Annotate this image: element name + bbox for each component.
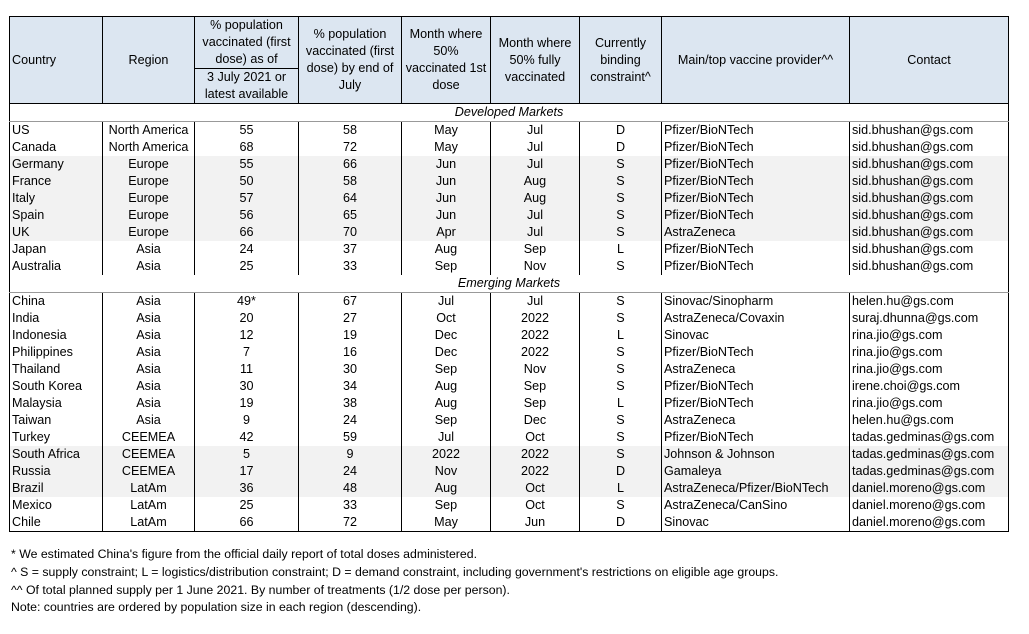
cell-pct-now: 17 <box>195 463 299 480</box>
cell-contact: rina.jio@gs.com <box>850 344 1009 361</box>
header-country: Country <box>10 17 103 104</box>
cell-provider: Pfizer/BioNTech <box>662 139 850 156</box>
cell-month-50-full: Jul <box>491 122 580 140</box>
cell-region: CEEMEA <box>103 429 195 446</box>
cell-month-50-first: 2022 <box>402 446 491 463</box>
cell-pct-now: 5 <box>195 446 299 463</box>
cell-pct-july: 59 <box>299 429 402 446</box>
cell-month-50-first: Aug <box>402 395 491 412</box>
table-row <box>10 139 1009 156</box>
cell-pct-now: 7 <box>195 344 299 361</box>
cell-pct-now: 49* <box>195 293 299 311</box>
section-title: Developed Markets <box>10 104 1009 122</box>
cell-pct-now: 55 <box>195 122 299 140</box>
cell-pct-july: 65 <box>299 207 402 224</box>
cell-month-50-first: Jul <box>402 293 491 311</box>
footnotes <box>11 546 778 617</box>
cell-pct-now: 57 <box>195 190 299 207</box>
cell-pct-july: 27 <box>299 310 402 327</box>
cell-month-50-first: Jul <box>402 429 491 446</box>
cell-month-50-full: Jul <box>491 207 580 224</box>
cell-region: Asia <box>103 412 195 429</box>
cell-contact: rina.jio@gs.com <box>850 361 1009 378</box>
cell-provider: Pfizer/BioNTech <box>662 395 850 412</box>
cell-region: Asia <box>103 327 195 344</box>
table-row <box>10 361 1009 378</box>
cell-month-50-first: Dec <box>402 344 491 361</box>
cell-month-50-full: Oct <box>491 497 580 514</box>
cell-country: Chile <box>10 514 103 532</box>
cell-provider: AstraZeneca/CanSino <box>662 497 850 514</box>
cell-provider: Sinovac <box>662 514 850 532</box>
cell-pct-now: 20 <box>195 310 299 327</box>
cell-contact: sid.bhushan@gs.com <box>850 258 1009 275</box>
cell-month-50-first: Jun <box>402 156 491 173</box>
table-row <box>10 327 1009 344</box>
cell-country: China <box>10 293 103 311</box>
table-row <box>10 395 1009 412</box>
cell-month-50-full: Jul <box>491 156 580 173</box>
cell-month-50-full: 2022 <box>491 327 580 344</box>
cell-constraint: D <box>580 463 662 480</box>
cell-contact: rina.jio@gs.com <box>850 395 1009 412</box>
cell-provider: AstraZeneca/Pfizer/BioNTech <box>662 480 850 497</box>
cell-constraint: S <box>580 173 662 190</box>
cell-country: Spain <box>10 207 103 224</box>
cell-pct-now: 36 <box>195 480 299 497</box>
cell-contact: helen.hu@gs.com <box>850 412 1009 429</box>
cell-month-50-first: Apr <box>402 224 491 241</box>
cell-month-50-full: Jul <box>491 139 580 156</box>
cell-constraint: S <box>580 361 662 378</box>
cell-constraint: S <box>580 207 662 224</box>
header-month-50-first: Month where 50% vaccinated 1st dose <box>402 17 491 104</box>
cell-pct-now: 19 <box>195 395 299 412</box>
cell-region: CEEMEA <box>103 463 195 480</box>
header-pct-asof-line1: % population vaccinated (first dose) as of <box>202 18 291 66</box>
cell-region: North America <box>103 122 195 140</box>
cell-constraint: S <box>580 310 662 327</box>
cell-country: US <box>10 122 103 140</box>
header-constraint: Currently binding constraint^ <box>580 17 662 104</box>
cell-constraint: S <box>580 190 662 207</box>
header-provider: Main/top vaccine provider^^ <box>662 17 850 104</box>
cell-region: Europe <box>103 207 195 224</box>
cell-provider: Pfizer/BioNTech <box>662 190 850 207</box>
cell-month-50-full: Sep <box>491 241 580 258</box>
cell-month-50-first: Jun <box>402 207 491 224</box>
cell-pct-now: 66 <box>195 514 299 532</box>
header-row <box>10 17 1009 104</box>
table-row <box>10 310 1009 327</box>
cell-region: LatAm <box>103 480 195 497</box>
cell-region: Europe <box>103 156 195 173</box>
cell-provider: Pfizer/BioNTech <box>662 378 850 395</box>
cell-pct-july: 67 <box>299 293 402 311</box>
vaccination-table <box>9 16 1009 532</box>
section-title: Emerging Markets <box>10 275 1009 293</box>
cell-month-50-full: Sep <box>491 395 580 412</box>
cell-contact: sid.bhushan@gs.com <box>850 207 1009 224</box>
cell-region: Asia <box>103 258 195 275</box>
cell-pct-now: 25 <box>195 258 299 275</box>
cell-contact: rina.jio@gs.com <box>850 327 1009 344</box>
cell-country: South Africa <box>10 446 103 463</box>
cell-pct-now: 56 <box>195 207 299 224</box>
cell-month-50-first: May <box>402 514 491 532</box>
cell-country: Philippines <box>10 344 103 361</box>
cell-country: Taiwan <box>10 412 103 429</box>
cell-country: Mexico <box>10 497 103 514</box>
cell-country: Germany <box>10 156 103 173</box>
cell-pct-july: 16 <box>299 344 402 361</box>
footnote: * We estimated China's figure from the official daily report of total doses administered. <box>11 547 477 561</box>
cell-provider: Sinovac/Sinopharm <box>662 293 850 311</box>
cell-month-50-full: Jul <box>491 224 580 241</box>
table-row <box>10 122 1009 140</box>
cell-region: LatAm <box>103 497 195 514</box>
footnote: ^^ Of total planned supply per 1 June 2021. By number of treatments (1/2 dose per person). <box>11 582 510 597</box>
table-row <box>10 344 1009 361</box>
cell-provider: Gamaleya <box>662 463 850 480</box>
cell-pct-now: 68 <box>195 139 299 156</box>
table-row <box>10 207 1009 224</box>
cell-region: Europe <box>103 173 195 190</box>
cell-pct-july: 34 <box>299 378 402 395</box>
cell-country: Australia <box>10 258 103 275</box>
cell-contact: tadas.gedminas@gs.com <box>850 429 1009 446</box>
table-row <box>10 463 1009 480</box>
cell-pct-july: 70 <box>299 224 402 241</box>
cell-provider: Pfizer/BioNTech <box>662 173 850 190</box>
cell-pct-july: 72 <box>299 139 402 156</box>
table-row <box>10 156 1009 173</box>
cell-country: Indonesia <box>10 327 103 344</box>
cell-provider: AstraZeneca/Covaxin <box>662 310 850 327</box>
cell-month-50-full: Aug <box>491 173 580 190</box>
cell-region: Asia <box>103 361 195 378</box>
section-header-row <box>10 104 1009 122</box>
cell-pct-july: 37 <box>299 241 402 258</box>
cell-pct-july: 58 <box>299 122 402 140</box>
cell-constraint: L <box>580 241 662 258</box>
table-row <box>10 514 1009 532</box>
cell-month-50-full: Oct <box>491 480 580 497</box>
cell-constraint: S <box>580 412 662 429</box>
cell-contact: sid.bhushan@gs.com <box>850 241 1009 258</box>
cell-contact: daniel.moreno@gs.com <box>850 480 1009 497</box>
cell-country: South Korea <box>10 378 103 395</box>
cell-constraint: S <box>580 446 662 463</box>
cell-pct-july: 24 <box>299 412 402 429</box>
cell-provider: Pfizer/BioNTech <box>662 429 850 446</box>
cell-pct-now: 9 <box>195 412 299 429</box>
cell-constraint: L <box>580 327 662 344</box>
cell-month-50-full: Aug <box>491 190 580 207</box>
table-row <box>10 258 1009 275</box>
cell-constraint: L <box>580 395 662 412</box>
cell-month-50-full: Jun <box>491 514 580 532</box>
header-region: Region <box>103 17 195 104</box>
cell-provider: AstraZeneca <box>662 361 850 378</box>
cell-provider: Pfizer/BioNTech <box>662 156 850 173</box>
cell-pct-july: 30 <box>299 361 402 378</box>
cell-country: Turkey <box>10 429 103 446</box>
cell-month-50-full: Oct <box>491 429 580 446</box>
cell-constraint: S <box>580 293 662 311</box>
cell-pct-now: 55 <box>195 156 299 173</box>
cell-pct-now: 66 <box>195 224 299 241</box>
cell-constraint: S <box>580 156 662 173</box>
cell-country: Russia <box>10 463 103 480</box>
cell-constraint: S <box>580 224 662 241</box>
cell-country: Brazil <box>10 480 103 497</box>
cell-constraint: D <box>580 514 662 532</box>
cell-region: Asia <box>103 344 195 361</box>
header-month-50-full: Month where 50% fully vaccinated <box>491 17 580 104</box>
cell-pct-now: 30 <box>195 378 299 395</box>
cell-pct-now: 12 <box>195 327 299 344</box>
cell-constraint: S <box>580 378 662 395</box>
cell-contact: sid.bhushan@gs.com <box>850 156 1009 173</box>
cell-provider: Sinovac <box>662 327 850 344</box>
cell-provider: Pfizer/BioNTech <box>662 122 850 140</box>
cell-contact: sid.bhushan@gs.com <box>850 190 1009 207</box>
cell-contact: sid.bhushan@gs.com <box>850 122 1009 140</box>
cell-country: Italy <box>10 190 103 207</box>
cell-country: Malaysia <box>10 395 103 412</box>
cell-country: Japan <box>10 241 103 258</box>
cell-provider: AstraZeneca <box>662 224 850 241</box>
table-row <box>10 412 1009 429</box>
cell-month-50-full: 2022 <box>491 446 580 463</box>
cell-constraint: L <box>580 480 662 497</box>
cell-pct-july: 33 <box>299 497 402 514</box>
cell-month-50-first: Sep <box>402 258 491 275</box>
cell-pct-july: 19 <box>299 327 402 344</box>
cell-pct-now: 24 <box>195 241 299 258</box>
cell-contact: sid.bhushan@gs.com <box>850 139 1009 156</box>
table-row <box>10 293 1009 311</box>
cell-region: Asia <box>103 378 195 395</box>
cell-month-50-first: Sep <box>402 412 491 429</box>
table-row <box>10 241 1009 258</box>
cell-pct-july: 38 <box>299 395 402 412</box>
cell-month-50-first: Nov <box>402 463 491 480</box>
cell-month-50-first: Aug <box>402 241 491 258</box>
cell-pct-july: 24 <box>299 463 402 480</box>
header-pct-asof-line2: 3 July 2021 or latest available <box>195 68 298 103</box>
cell-pct-july: 58 <box>299 173 402 190</box>
cell-region: Asia <box>103 293 195 311</box>
cell-provider: Pfizer/BioNTech <box>662 258 850 275</box>
cell-pct-july: 33 <box>299 258 402 275</box>
cell-pct-july: 64 <box>299 190 402 207</box>
cell-month-50-first: May <box>402 139 491 156</box>
table-row <box>10 378 1009 395</box>
table-row <box>10 224 1009 241</box>
cell-constraint: D <box>580 122 662 140</box>
cell-contact: sid.bhushan@gs.com <box>850 224 1009 241</box>
cell-pct-july: 48 <box>299 480 402 497</box>
cell-region: Europe <box>103 190 195 207</box>
cell-pct-now: 50 <box>195 173 299 190</box>
cell-contact: daniel.moreno@gs.com <box>850 514 1009 532</box>
table-row <box>10 190 1009 207</box>
cell-provider: Pfizer/BioNTech <box>662 241 850 258</box>
footnote: Note: countries are ordered by population size in each region (descending). <box>11 600 422 615</box>
header-pct-asof <box>195 17 299 104</box>
section-header-row <box>10 275 1009 293</box>
footnote: ^ S = supply constraint; L = logistics/distribution constraint; D = demand constraint, including government's restrictions on eligible age groups. <box>11 564 779 579</box>
cell-month-50-first: Aug <box>402 378 491 395</box>
cell-month-50-full: Nov <box>491 258 580 275</box>
cell-constraint: S <box>580 258 662 275</box>
cell-month-50-first: May <box>402 122 491 140</box>
header-contact: Contact <box>850 17 1009 104</box>
cell-month-50-first: Jun <box>402 190 491 207</box>
cell-month-50-first: Sep <box>402 497 491 514</box>
cell-constraint: D <box>580 139 662 156</box>
cell-month-50-first: Oct <box>402 310 491 327</box>
table-row <box>10 446 1009 463</box>
cell-month-50-first: Aug <box>402 480 491 497</box>
cell-pct-july: 72 <box>299 514 402 532</box>
cell-provider: AstraZeneca <box>662 412 850 429</box>
cell-country: India <box>10 310 103 327</box>
cell-contact: suraj.dhunna@gs.com <box>850 310 1009 327</box>
cell-region: CEEMEA <box>103 446 195 463</box>
cell-provider: Pfizer/BioNTech <box>662 207 850 224</box>
cell-constraint: S <box>580 344 662 361</box>
cell-country: Thailand <box>10 361 103 378</box>
cell-region: North America <box>103 139 195 156</box>
cell-month-50-first: Dec <box>402 327 491 344</box>
cell-contact: helen.hu@gs.com <box>850 293 1009 311</box>
table-row <box>10 497 1009 514</box>
cell-month-50-first: Sep <box>402 361 491 378</box>
header-pct-july: % population vaccinated (first dose) by end of July <box>299 17 402 104</box>
cell-month-50-first: Jun <box>402 173 491 190</box>
cell-provider: Pfizer/BioNTech <box>662 344 850 361</box>
cell-region: Europe <box>103 224 195 241</box>
cell-month-50-full: 2022 <box>491 344 580 361</box>
table-body <box>10 104 1009 532</box>
cell-month-50-full: Sep <box>491 378 580 395</box>
cell-month-50-full: Nov <box>491 361 580 378</box>
cell-country: France <box>10 173 103 190</box>
table-row <box>10 429 1009 446</box>
table-row <box>10 480 1009 497</box>
cell-contact: tadas.gedminas@gs.com <box>850 446 1009 463</box>
cell-contact: irene.choi@gs.com <box>850 378 1009 395</box>
cell-pct-now: 25 <box>195 497 299 514</box>
cell-month-50-full: 2022 <box>491 463 580 480</box>
cell-pct-now: 11 <box>195 361 299 378</box>
cell-month-50-full: Jul <box>491 293 580 311</box>
cell-month-50-full: Dec <box>491 412 580 429</box>
cell-contact: sid.bhushan@gs.com <box>850 173 1009 190</box>
cell-country: UK <box>10 224 103 241</box>
cell-pct-july: 66 <box>299 156 402 173</box>
table-row <box>10 173 1009 190</box>
cell-constraint: S <box>580 497 662 514</box>
cell-region: Asia <box>103 310 195 327</box>
cell-country: Canada <box>10 139 103 156</box>
cell-region: Asia <box>103 241 195 258</box>
cell-pct-july: 9 <box>299 446 402 463</box>
cell-constraint: S <box>580 429 662 446</box>
cell-pct-now: 42 <box>195 429 299 446</box>
cell-region: Asia <box>103 395 195 412</box>
cell-region: LatAm <box>103 514 195 532</box>
cell-provider: Johnson & Johnson <box>662 446 850 463</box>
cell-contact: tadas.gedminas@gs.com <box>850 463 1009 480</box>
cell-contact: daniel.moreno@gs.com <box>850 497 1009 514</box>
cell-month-50-full: 2022 <box>491 310 580 327</box>
